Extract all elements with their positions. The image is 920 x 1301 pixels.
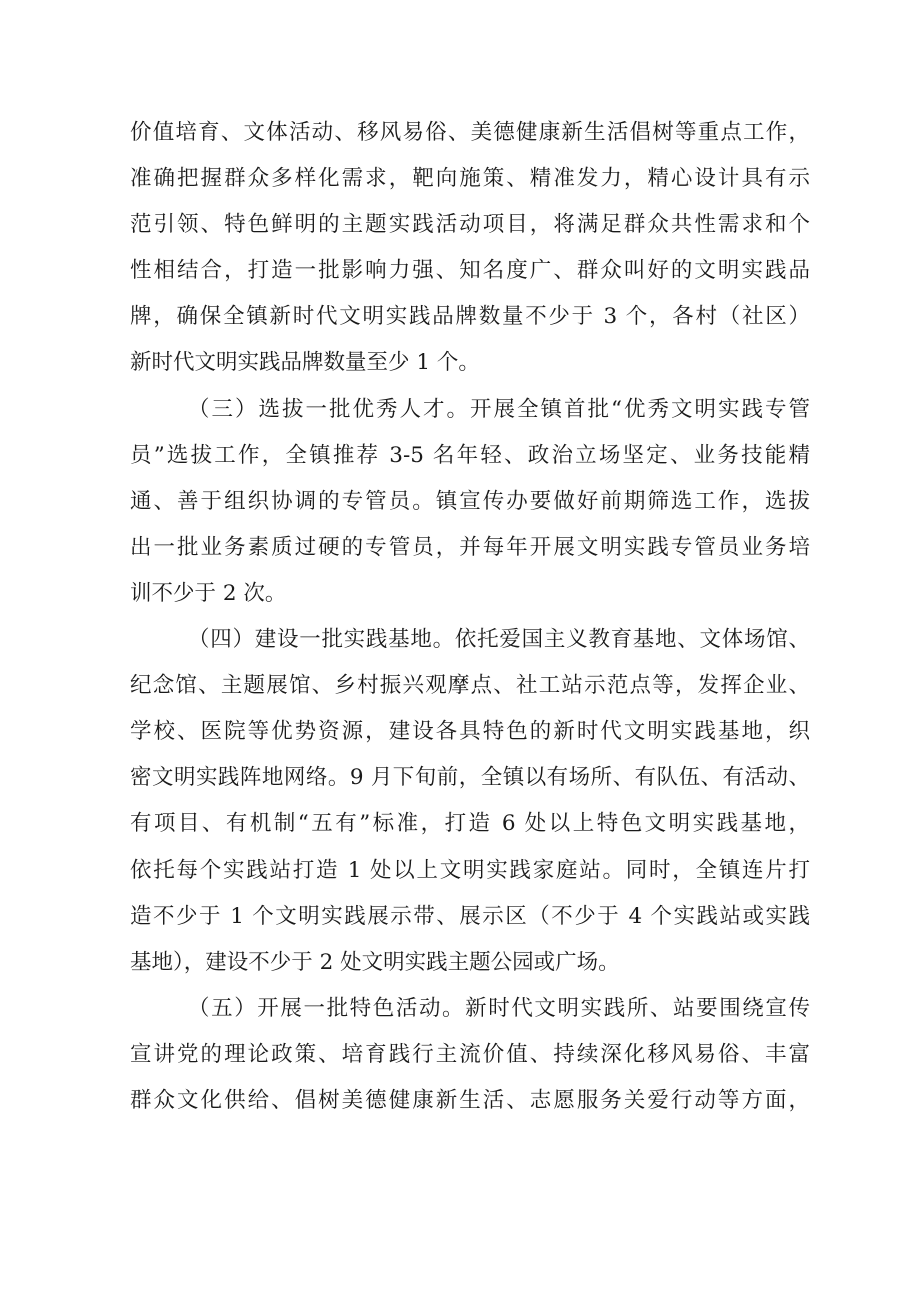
text-line: 员”选拔工作，全镇推荐 3-5 名年轻、政治立场坚定、业务技能精 [130,442,810,468]
text-line: 纪念馆、主题展馆、乡村振兴观摩点、社工站示范点等，发挥企业、 [130,673,810,699]
text-line: 密文明实践阵地网络。9 月下旬前，全镇以有场所、有队伍、有活动、 [130,765,810,791]
text-line: 准确把握群众多样化需求，靶向施策、精准发力，精心设计具有示 [130,166,810,192]
text-line: 有项目、有机制“五有”标准，打造 6 处以上特色文明实践基地， [130,811,810,837]
paragraph-first-line: （三）选拔一批优秀人才。开展全镇首批“优秀文明实践专管 [188,396,810,422]
text-line: 训不少于 2 次。 [130,580,287,606]
text-line: 造不少于 1 个文明实践展示带、展示区（不少于 4 个实践站或实践 [130,903,810,929]
text-line: 依托每个实践站打造 1 处以上文明实践家庭站。同时，全镇连片打 [130,857,810,883]
text-line: 出一批业务素质过硬的专管员，并每年开展文明实践专管员业务培 [130,534,810,560]
paragraph-first-line: （四）建设一批实践基地。依托爱国主义教育基地、文体场馆、 [188,627,810,653]
text-line: 范引领、特色鲜明的主题实践活动项目，将满足群众共性需求和个 [130,212,810,238]
text-line: 性相结合，打造一批影响力强、知名度广、群众叫好的文明实践品 [130,258,810,284]
text-line: 通、善于组织协调的专管员。镇宣传办要做好前期筛选工作，选拔 [130,488,810,514]
text-line: 宣讲党的理论政策、培育践行主流价值、持续深化移风易俗、丰富 [130,1041,810,1067]
paragraph-first-line: （五）开展一批特色活动。新时代文明实践所、站要围绕宣传 [188,995,810,1021]
text-line: 学校、医院等优势资源，建设各具特色的新时代文明实践基地，织 [130,719,810,745]
text-line: 群众文化供给、倡树美德健康新生活、志愿服务关爱行动等方面， [130,1087,810,1113]
document-body [130,110,810,1124]
text-line: 基地），建设不少于 2 处文明实践主题公园或广场。 [130,949,620,975]
text-line: 新时代文明实践品牌数量至少 1 个。 [130,350,480,376]
text-line: 牌，确保全镇新时代文明实践品牌数量不少于 3 个，各村（社区） [130,304,810,330]
text-line: 价值培育、文体活动、移风易俗、美德健康新生活倡树等重点工作， [130,120,810,145]
